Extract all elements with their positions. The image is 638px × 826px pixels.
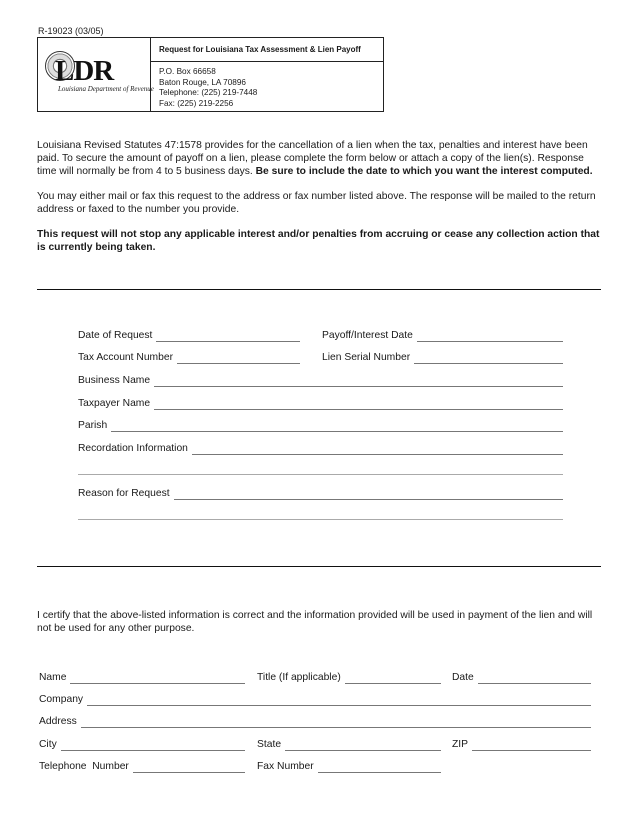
payoff-interest-date-label: Payoff/Interest Date (322, 330, 413, 341)
payoff-interest-date-field[interactable] (322, 328, 563, 342)
business-name-line[interactable] (154, 376, 563, 387)
reason-for-request-line[interactable] (174, 489, 563, 500)
date-of-request-label: Date of Request (78, 330, 153, 341)
city-label: City (39, 739, 57, 750)
city-line[interactable] (61, 740, 245, 751)
address-label: Address (39, 716, 77, 727)
date-field[interactable] (452, 670, 591, 684)
form-number: R-19023 (03/05) (38, 26, 104, 36)
intro-paragraph-2: You may either mail or fax this request to the address or fax number listed above. The response will be mailed to the return address or faxed to the number you provide. (37, 191, 596, 216)
state-line[interactable] (285, 740, 441, 751)
logo-caption: Louisiana Department of Revenue (58, 85, 154, 93)
tax-account-number-line[interactable] (177, 353, 300, 364)
address-line-fax: Fax: (225) 219-2256 (159, 98, 234, 108)
fax-number-line[interactable] (318, 762, 441, 773)
date-of-request-line[interactable] (156, 331, 300, 342)
date-label: Date (452, 672, 474, 683)
recordation-information-label: Recordation Information (78, 443, 188, 454)
recordation-information-extra-line[interactable] (78, 474, 563, 475)
logo (38, 38, 154, 111)
intro-text: Louisiana Revised Statutes 47:1578 provides for the cancellation of a lien when the tax, penalties and interest have been paid. To secure the amount of payoff on a lien, please complete the form below or attach a copy of the lien(s). Response time will normally be from 4 to 5 business days. (37, 140, 588, 178)
state-label: State (257, 739, 282, 750)
lien-serial-number-field[interactable] (322, 350, 563, 364)
reason-for-request-field[interactable] (78, 486, 563, 500)
zip-line[interactable] (472, 740, 591, 751)
company-line[interactable] (87, 695, 591, 706)
tax-account-number-label: Tax Account Number (78, 352, 174, 363)
company-field[interactable] (39, 692, 591, 706)
state-field[interactable] (257, 737, 441, 751)
tax-account-number-field[interactable] (78, 350, 300, 364)
title-line[interactable] (345, 673, 441, 684)
lien-serial-number-label: Lien Serial Number (322, 352, 411, 363)
title-label: Title (If applicable) (257, 672, 341, 683)
taxpayer-name-line[interactable] (154, 399, 563, 410)
zip-label: ZIP (452, 739, 469, 750)
fax-number-label: Fax Number (257, 761, 314, 772)
name-line[interactable] (70, 673, 245, 684)
recordation-information-line[interactable] (192, 444, 563, 455)
address-line[interactable] (81, 717, 591, 728)
header-box (37, 37, 384, 112)
reason-for-request-label: Reason for Request (78, 488, 170, 499)
certification-statement: I certify that the above-listed information is correct and the information provided will be used in payment of the lien and will not be used for any other purpose. (37, 610, 593, 635)
intro-paragraph-1 (37, 139, 602, 178)
date-line[interactable] (478, 673, 591, 684)
section-divider-top (37, 289, 601, 290)
city-field[interactable] (39, 737, 245, 751)
parish-line[interactable] (111, 421, 563, 432)
collection-warning: This request will not stop any applicable interest and/or penalties from accruing or cease any collection action that is currently being taken. (37, 229, 600, 254)
address-line-telephone: Telephone: (225) 219-7448 (159, 88, 258, 98)
fax-number-field[interactable] (257, 759, 441, 773)
department-address (159, 67, 257, 109)
title-field[interactable] (257, 670, 441, 684)
date-of-request-field[interactable] (78, 328, 300, 342)
interest-date-notice: Be sure to include the date to which you want the interest computed. (255, 166, 593, 178)
logo-letters: LDR (55, 55, 114, 87)
telephone-number-label: Telephone Number (39, 761, 129, 772)
business-name-field[interactable] (78, 373, 563, 387)
parish-label: Parish (78, 420, 108, 431)
telephone-number-line[interactable] (133, 762, 245, 773)
recordation-information-field[interactable] (78, 441, 563, 455)
taxpayer-name-field[interactable] (78, 396, 563, 410)
company-label: Company (39, 694, 84, 705)
section-divider-bottom (37, 566, 601, 567)
reason-for-request-extra-line[interactable] (78, 519, 563, 520)
name-field[interactable] (39, 670, 245, 684)
name-label: Name (39, 672, 67, 683)
parish-field[interactable] (78, 418, 563, 432)
form-title: Request for Louisiana Tax Assessment & Lien Payoff (151, 38, 383, 62)
telephone-number-field[interactable] (39, 759, 245, 773)
lien-serial-number-line[interactable] (414, 353, 563, 364)
payoff-interest-date-line[interactable] (417, 331, 563, 342)
address-line-po-box: P.O. Box 66658 (159, 67, 216, 76)
business-name-label: Business Name (78, 375, 151, 386)
zip-field[interactable] (452, 737, 591, 751)
taxpayer-name-label: Taxpayer Name (78, 398, 151, 409)
address-line-city: Baton Rouge, LA 70896 (159, 77, 246, 87)
address-field[interactable] (39, 714, 591, 728)
